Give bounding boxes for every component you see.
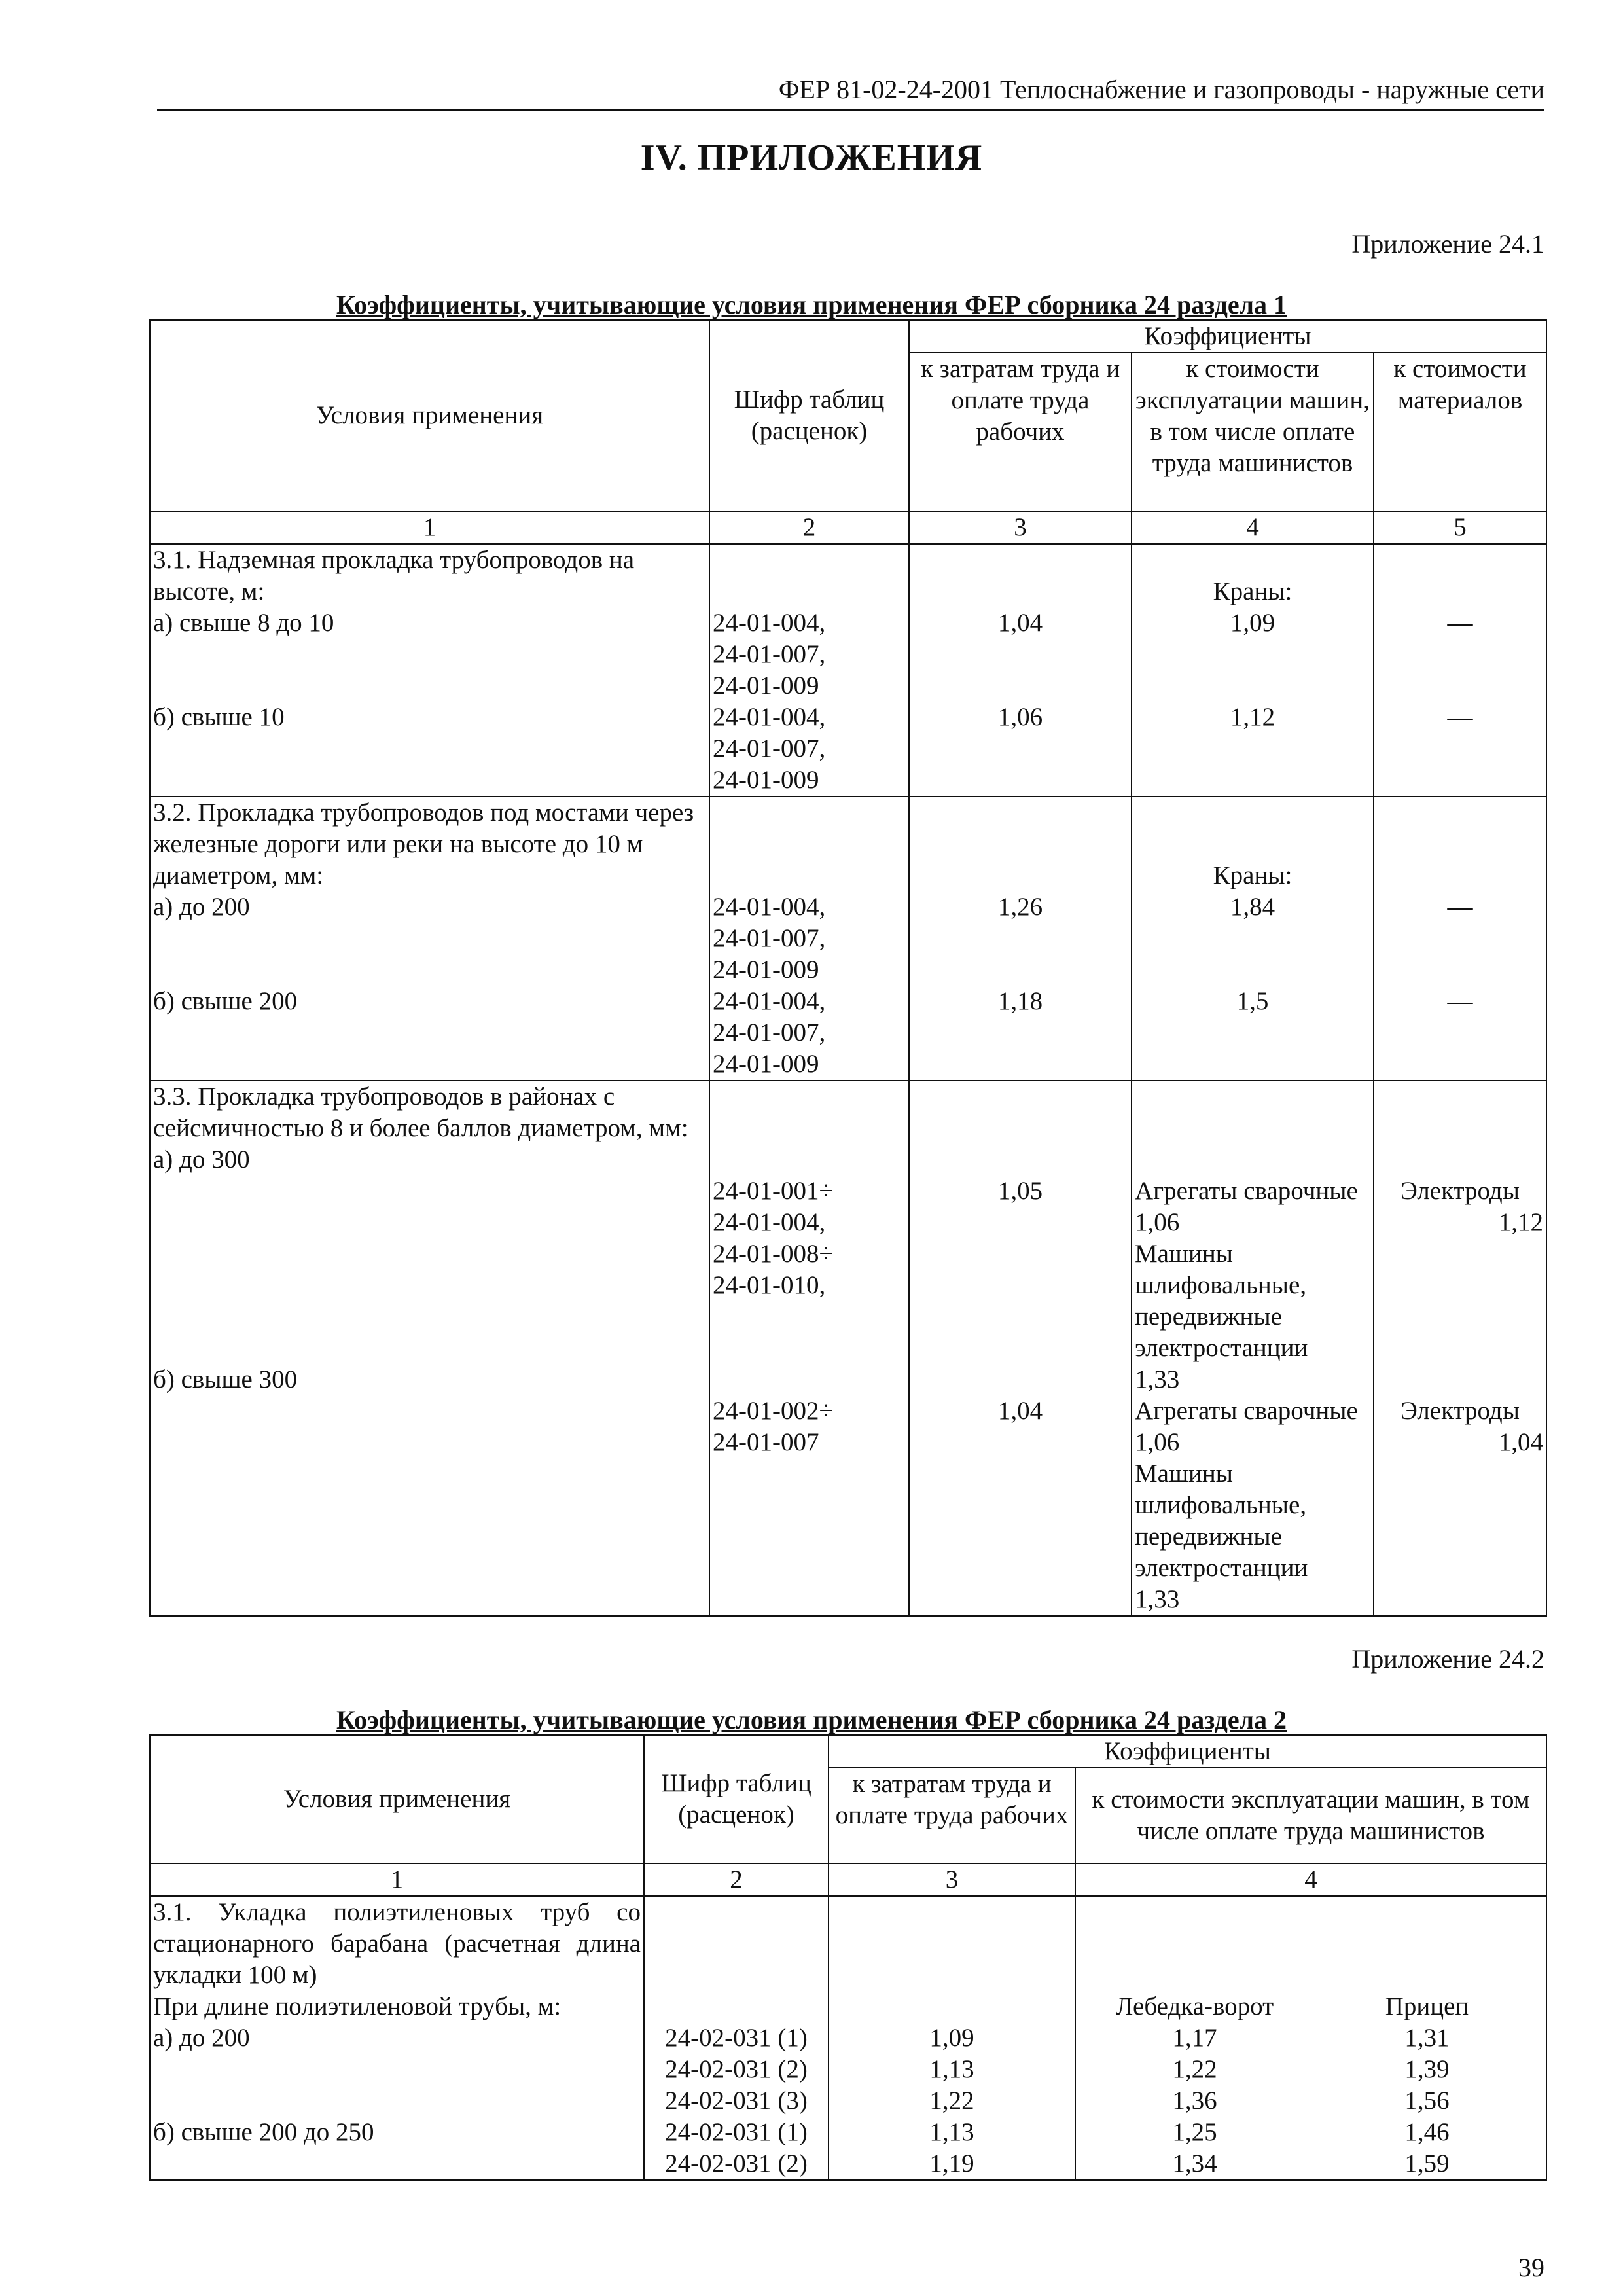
machine-values-row xyxy=(1079,2148,1543,2179)
table-title-2: Коэффициенты, учитывающие условия применения ФЕР сборника 24 раздела 2 xyxy=(336,1705,1287,1734)
labor-value: 1,19 xyxy=(929,2149,974,2178)
winch-value: 1,25 xyxy=(1172,2118,1217,2146)
machine-subheader-row xyxy=(1079,1991,1543,2022)
code: 24-01-007, xyxy=(713,734,826,762)
col-number: 4 xyxy=(1075,1863,1546,1896)
code: 24-01-009 xyxy=(713,1050,819,1078)
materials-cell xyxy=(1374,1081,1546,1616)
code: 24-01-002÷ xyxy=(713,1397,833,1425)
code: 24-01-001÷ xyxy=(713,1177,833,1205)
col-number: 4 xyxy=(1132,511,1374,544)
header-materials: к стоимости материалов xyxy=(1374,353,1546,511)
code: 24-01-007, xyxy=(713,640,826,668)
item-label: б) свыше 200 xyxy=(153,987,298,1015)
trailer-value: 1,39 xyxy=(1404,2055,1450,2083)
machines-cell xyxy=(1132,544,1374,797)
table-row-group-3-1 xyxy=(150,1896,1546,2180)
machine-note: Краны: xyxy=(1213,861,1293,889)
header-machines: к стоимости эксплуатации машин, в том числе оплате труда машинистов xyxy=(1132,353,1374,511)
machine-text: 1,33 xyxy=(1135,1585,1180,1613)
header-coefficients: Коэффициенты xyxy=(909,320,1546,353)
labor-value: 1,06 xyxy=(997,703,1043,731)
machine-values-row xyxy=(1079,2117,1543,2148)
machine-text: 1,33 xyxy=(1135,1365,1180,1393)
labor-cell xyxy=(909,1081,1132,1616)
code: 24-02-031 (2) xyxy=(665,2149,808,2178)
machine-text: шлифовальные, xyxy=(1135,1271,1307,1299)
item-label: б) свыше 10 xyxy=(153,703,285,731)
header-conditions: Условия применения xyxy=(150,1735,644,1863)
col-number: 1 xyxy=(150,511,709,544)
labor-value: 1,22 xyxy=(929,2087,974,2115)
trailer-value: 1,59 xyxy=(1404,2149,1450,2178)
item-label: б) свыше 300 xyxy=(153,1365,298,1393)
machine-text: 1,06 xyxy=(1135,1428,1180,1456)
col-number: 3 xyxy=(829,1863,1075,1896)
machine-text: Агрегаты сварочные xyxy=(1135,1397,1358,1425)
item-label: а) до 200 xyxy=(153,893,250,921)
group-subtitle: При длине полиэтиленовой трубы, м: xyxy=(153,1992,562,2020)
table-row-group-3-3 xyxy=(150,1081,1546,1616)
materials-cell xyxy=(1374,544,1546,797)
machines-cell xyxy=(1132,797,1374,1081)
code: 24-01-008÷ xyxy=(713,1240,833,1268)
code-cell xyxy=(709,797,909,1081)
material-text: Электроды xyxy=(1400,1177,1520,1205)
running-header: ФЕР 81-02-24-2001 Теплоснабжение и газопроводы - наружные сети xyxy=(778,75,1544,104)
row-label: а) до 200 xyxy=(153,2024,250,2052)
winch-value: 1,17 xyxy=(1172,2024,1217,2052)
machines-value: 1,09 xyxy=(1230,609,1275,637)
group-title: 3.2. Прокладка трубопроводов под мостами через железные дороги или реки на высоте до 10 м диаметром, мм: xyxy=(153,798,694,889)
materials-cell xyxy=(1374,797,1546,1081)
code: 24-01-009 xyxy=(713,766,819,794)
machines-value: 1,12 xyxy=(1230,703,1275,731)
machine-text: Машины xyxy=(1135,1460,1233,1488)
machine-text: электростанции xyxy=(1135,1554,1308,1582)
code: 24-01-004, xyxy=(713,609,826,637)
materials-value: — xyxy=(1447,893,1473,921)
machines-cell xyxy=(1075,1896,1546,2180)
materials-value: — xyxy=(1447,987,1473,1015)
machines-value: 1,5 xyxy=(1236,987,1269,1015)
appendix-label-24-2: Приложение 24.2 xyxy=(1351,1644,1544,1674)
code: 24-02-031 (2) xyxy=(665,2055,808,2083)
labor-value: 1,05 xyxy=(997,1177,1043,1205)
machine-text: Машины xyxy=(1135,1240,1233,1268)
materials-value: — xyxy=(1447,703,1473,731)
group-title: 3.1. Укладка полиэтиленовых труб со стационарного барабана (расчетная длина укладки 100 м) xyxy=(153,1898,641,1989)
machine-col-trailer: Прицеп xyxy=(1385,1992,1469,2020)
machine-values-row xyxy=(1079,2022,1543,2054)
page-number: 39 xyxy=(1518,2253,1544,2282)
header-labor: к затратам труда и оплате труда рабочих xyxy=(829,1768,1075,1863)
col-number: 1 xyxy=(150,1863,644,1896)
conditions-cell xyxy=(150,1081,709,1616)
header-rule xyxy=(157,109,1544,111)
winch-value: 1,34 xyxy=(1172,2149,1217,2178)
conditions-cell xyxy=(150,544,709,797)
trailer-value: 1,46 xyxy=(1404,2118,1450,2146)
item-label: а) свыше 8 до 10 xyxy=(153,609,334,637)
conditions-cell xyxy=(150,1896,644,2180)
col-number: 2 xyxy=(644,1863,829,1896)
group-title: 3.1. Надземная прокладка трубопроводов на высоте, м: xyxy=(153,546,635,605)
col-number: 3 xyxy=(909,511,1132,544)
machine-text: электростанции xyxy=(1135,1334,1308,1362)
row-label: б) свыше 200 до 250 xyxy=(153,2118,374,2146)
section-title: IV. ПРИЛОЖЕНИЯ xyxy=(640,137,983,178)
machine-note: Краны: xyxy=(1213,577,1293,605)
code-cell xyxy=(644,1896,829,2180)
trailer-value: 1,56 xyxy=(1404,2087,1450,2115)
code-cell xyxy=(709,544,909,797)
table-header-row xyxy=(150,1735,1546,1768)
material-text: Электроды xyxy=(1400,1397,1520,1425)
col-number: 2 xyxy=(709,511,909,544)
header-coefficients: Коэффициенты xyxy=(829,1735,1546,1768)
labor-value: 1,18 xyxy=(997,987,1043,1015)
code: 24-01-010, xyxy=(713,1271,826,1299)
machines-cell xyxy=(1132,1081,1374,1616)
code: 24-02-031 (3) xyxy=(665,2087,808,2115)
machine-col-winch: Лебедка-ворот xyxy=(1115,1992,1274,2020)
labor-value: 1,04 xyxy=(997,609,1043,637)
column-numbers-row xyxy=(150,1863,1546,1896)
header-labor: к затратам труда и оплате труда рабочих xyxy=(909,353,1132,511)
labor-cell xyxy=(829,1896,1075,2180)
code: 24-01-004, xyxy=(713,703,826,731)
coefficients-table-2 xyxy=(149,1734,1547,2181)
labor-cell xyxy=(909,544,1132,797)
code: 24-01-004, xyxy=(713,1208,826,1236)
code: 24-01-004, xyxy=(713,987,826,1015)
table-row-group-3-1 xyxy=(150,544,1546,797)
group-title: 3.3. Прокладка трубопроводов в районах с сейсмичностью 8 и более баллов диаметром, мм: xyxy=(153,1083,688,1142)
header-machines: к стоимости эксплуатации машин, в том числе оплате труда машинистов xyxy=(1075,1768,1546,1863)
code: 24-01-004, xyxy=(713,893,826,921)
labor-value: 1,13 xyxy=(929,2118,974,2146)
trailer-value: 1,31 xyxy=(1404,2024,1450,2052)
header-code: Шифр таблиц (расценок) xyxy=(644,1735,829,1863)
machine-text: Агрегаты сварочные xyxy=(1135,1177,1358,1205)
labor-value: 1,13 xyxy=(929,2055,974,2083)
labor-value: 1,04 xyxy=(997,1397,1043,1425)
header-conditions: Условия применения xyxy=(150,320,709,511)
labor-cell xyxy=(909,797,1132,1081)
code: 24-01-007, xyxy=(713,1018,826,1047)
col-number: 5 xyxy=(1374,511,1546,544)
code: 24-01-007 xyxy=(713,1428,819,1456)
code: 24-02-031 (1) xyxy=(665,2118,808,2146)
labor-value: 1,09 xyxy=(929,2024,974,2052)
table-row-group-3-2 xyxy=(150,797,1546,1081)
material-value: 1,12 xyxy=(1498,1208,1544,1236)
machine-text: передвижные xyxy=(1135,1522,1282,1551)
code: 24-01-007, xyxy=(713,924,826,952)
labor-value: 1,26 xyxy=(997,893,1043,921)
code: 24-01-009 xyxy=(713,672,819,700)
coefficients-table-1 xyxy=(149,319,1547,1617)
column-numbers-row xyxy=(150,511,1546,544)
machine-text: 1,06 xyxy=(1135,1208,1180,1236)
material-value: 1,04 xyxy=(1498,1428,1544,1456)
materials-value: — xyxy=(1447,609,1473,637)
table-header-row xyxy=(150,320,1546,353)
appendix-label-24-1: Приложение 24.1 xyxy=(1351,229,1544,259)
header-code: Шифр таблиц (расценок) xyxy=(709,320,909,511)
machine-text: передвижные xyxy=(1135,1302,1282,1331)
code-cell xyxy=(709,1081,909,1616)
code: 24-01-009 xyxy=(713,956,819,984)
winch-value: 1,22 xyxy=(1172,2055,1217,2083)
table-title-1: Коэффициенты, учитывающие условия применения ФЕР сборника 24 раздела 1 xyxy=(336,290,1287,319)
machines-value: 1,84 xyxy=(1230,893,1275,921)
item-label: а) до 300 xyxy=(153,1145,250,1174)
machine-values-row xyxy=(1079,2054,1543,2085)
winch-value: 1,36 xyxy=(1172,2087,1217,2115)
machine-text: шлифовальные, xyxy=(1135,1491,1307,1519)
machine-values-row xyxy=(1079,2085,1543,2117)
code: 24-02-031 (1) xyxy=(665,2024,808,2052)
conditions-cell xyxy=(150,797,709,1081)
